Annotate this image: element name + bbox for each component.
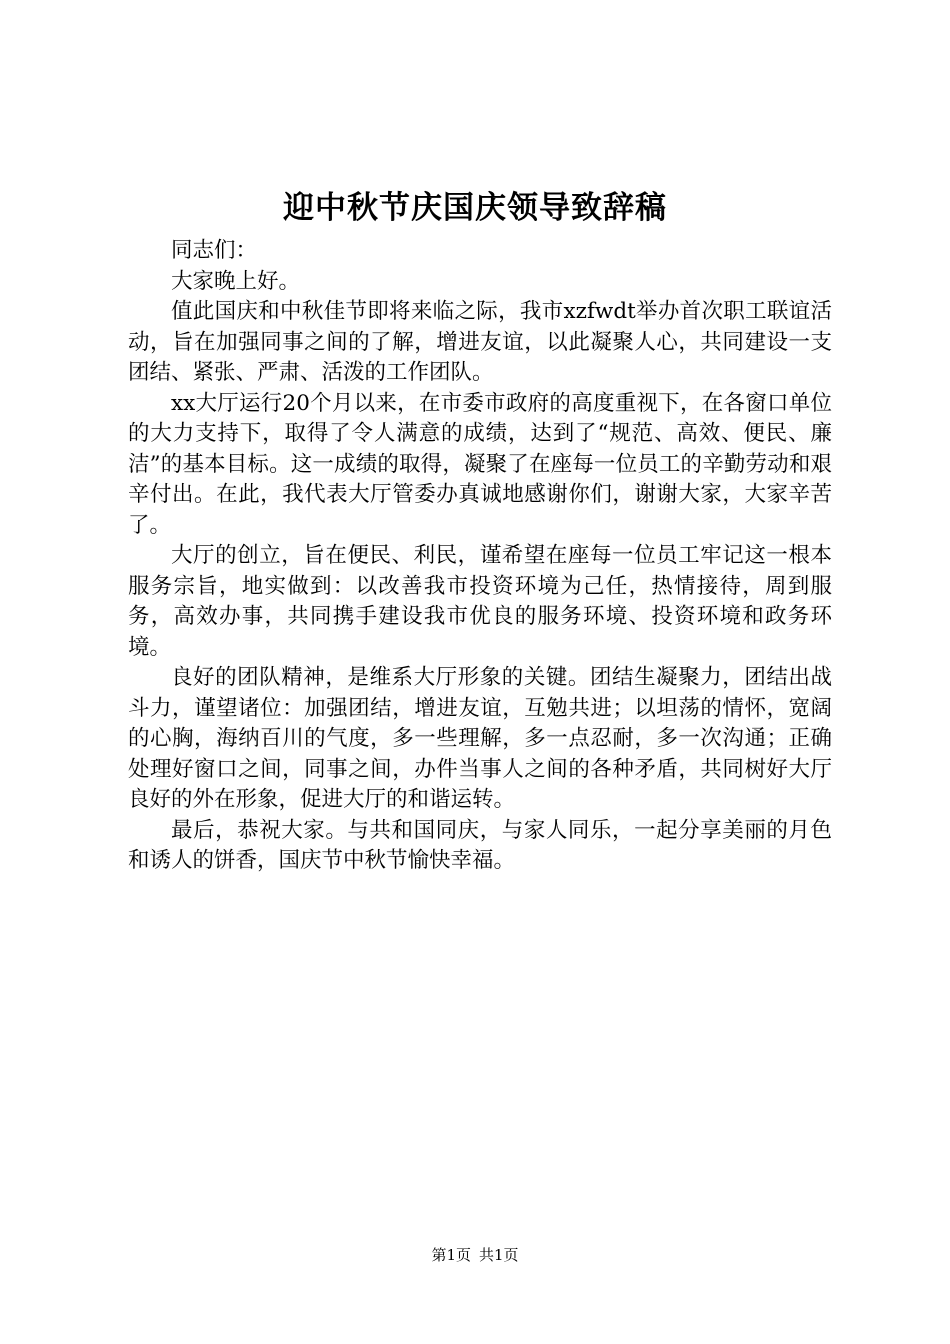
document-body [128,236,832,877]
closing-paragraph: 最后，恭祝大家。与共和国同庆，与家人同乐，一起分享美丽的月色和诱人的饼香，国庆节中秋节愉快幸福。 [128,817,832,873]
body-paragraph: xx大厅运行20个月以来，在市委市政府的高度重视下，在各窗口单位的大力支持下，取得了令人满意的成绩，达到了“规范、高效、便民、廉洁”的基本目标。这一成绩的取得，凝聚了在座每一位员工的辛勤劳动和艰辛付出。在此，我代表大厅管委办真诚地感谢你们，谢谢大家，大家辛苦了。 [128,390,832,538]
salutation-paragraph: 同志们： [171,238,258,263]
page-footer [0,1244,950,1266]
page-number: 第1页 [431,1246,471,1264]
page-total: 共1页 [479,1246,519,1264]
body-paragraph: 值此国庆和中秋佳节即将来临之际，我市xzfwdt举办首次职工联谊活动，旨在加强同事之间的了解，增进友谊，以此凝聚人心，共同建设一支团结、紧张、严肃、活泼的工作团队。 [128,299,832,385]
document-title: 迎中秋节庆国庆领导致辞稿 [283,190,667,226]
body-paragraph: 大厅的创立，旨在便民、利民，谨希望在座每一位员工牢记这一根本服务宗旨，地实做到：以改善我市投资环境为己任，热情接待，周到服务，高效办事，共同携手建设我市优良的服务环境、投资环境和政务环境。 [128,543,832,660]
greeting-paragraph: 大家晚上好。 [171,268,301,294]
body-paragraph: 良好的团队精神，是维系大厅形象的关键。团结生凝聚力，团结出战斗力，谨望诸位：加强团结，增进友谊，互勉共进；以坦荡的情怀，宽阔的心胸，海纳百川的气度，多一些理解，多一点忍耐，多一次沟通；正确处理好窗口之间，同事之间，办件当事人之间的各种矛盾，共同树好大厅良好的外在形象，促进大厅的和谐运转。 [128,665,832,812]
